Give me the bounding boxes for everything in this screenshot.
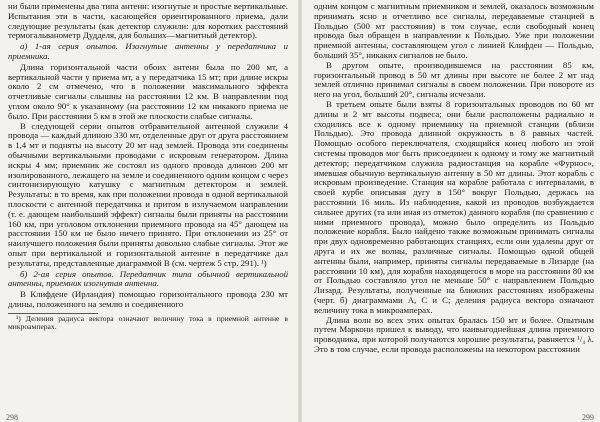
section-heading: а) 1-ая серия опытов. Изогнутые антенны у передатчика и приемника.: [8, 41, 288, 61]
body-paragraph: ни были применены два типа антенн: изогнутые и простые вертикальные. Испытания эти в части, касающейся ориентированного приема, дали следующие результаты (как детектор служили: для коротких расстояний термогальванометр Дудделя, для больших—магнитный детектор).: [8, 1, 288, 41]
body-paragraph: В следующей серии опытов отбравительной антенной служили 4 провода — каждый длиною 330 мт, отделенные друг от друга расстоянием в 1,4 мт и подняты на высоту 20 мт над землей. Провода эти соединены обычными вертикальными проводами с искровым генератором. Длина искры 4 мм; приемник же состоял из одного провода длиною 200 мт изолированного, лежащего на земле и соединенного одним концом с через синтонизирующую катушку с магнитным детектором и землей. Результаты: в то время, как при положении провода в одной вертикальной плоскости с антенной передатчика и притом в излучаемом направлении (т. е. дающем наибольший эффект) сигналы были приняты на расстоянии 160 км, при уголовом отклонении приемного провода на 45° дающем на расстоянии 150 км не было ничего принято. При отклонении из 25° от наилучшего положения были приняты довольно слабые сигналы. Этот же опыт при вертикальной и горизонтальной антенне в передатчике дал результаты, представленные диаграммой В (см. чертеж 5 стр. 291). ¹): [8, 120, 289, 268]
right-page-number: 299: [582, 413, 594, 422]
body-paragraph: В Клифдене (Ирландия) помощью горизонтального провода 230 мт длины, положенного на землю и соединенного: [8, 289, 288, 309]
body-paragraph: В другом опыте, производившемся на расстоянии 85 км, горизонтальный провод в 50 мт длины при высоте не более 2 мт над землей отлично принимал сигналы в своем положении. При повороте из него на угол, больший 20°, сигналы исчезали.: [314, 59, 594, 100]
body-paragraph: Длина волн во всех этих опытах бралась 150 мт и более. Опытным путем Маркони пришел к выводу, что наивыгоднейшая длина приемного проводника, при которой получаются хорошие результаты, равняется ¹/₄ λ. Это в том случае, если провода расположены на некотором расстоянии: [314, 314, 594, 354]
body-paragraph: В третьем опыте были взяты 8 горизонтальных проводов по 60 мт длины и 2 мт высоты подвеса; они были расположены радиально и сходились все к одному приемнику на приемной станции (вблизи Польдью). Это провода длинной окружность в 8 равных частей. Помощью особого переключателя, сходящийся конец любого из этой системы проводов мог быть присоединен к одному и тому же магнитный детектор; передатчиком служила радиостанция на корабле «Фурнос», имевшая обычную вертикальную антенну в 50 мт длины. Этот корабль с искровым произведение. Станция на корабле работала с интервалами, в своей курбе описывая дугу в 150° вокруг Польдью, держась на расстоянии 16 миль. Из наблюдения, какой из проводов возбуждается сильнее других (та или иная из отметок) данного корабля (по сравнению с ними приемного провода), можно было определить из Польдью положение корабля. Было найдено также возможным принимать сигналы при двух одновременно работающих станциях, если они удалены друг от друга и их же волны, различные сигналы. Помощью одной общей антенны были, например, приняты сигналы передаваемые в Лизарде (на расстоянии 10 км), для корабля находящегося в море на расстоянии 80 км от Польдью составляло угол не меньше 50° с направлением Польдью Лизард. Результаты, полученные на ближних расстояниях изображены (черт. б) диаграммами А, С и С; деления радиуса вектора означают величину тока в микроамперах.: [314, 98, 594, 315]
body-paragraph: одним концом с магнитным приемником и землей, оказалось возможным принимать ясно и отчетливо все сигналы, передаваемые станцией в Польдью (500 мт расстояния) в том случае, если свободный конец провода был обращен в направлении к Польдью. Уже при положении приемной антенны, составляющем угол с линией Клифден — Польдью, больший 35°, никаких сигналов не было.: [314, 1, 594, 60]
right-page: [306, 0, 600, 422]
right-column: [314, 2, 594, 355]
body-paragraph: Длина горизонтальной части обоих антенн была по 200 мт, а вертикальной части у приема мт, а у передатчика 15 мт; при длине искры около 2 см отмечено, что в положении максимального эффекта отчетливые сигналы слышны на расстоянии 12 км. В направлении под углом около 90° к указанному (на расстоянии 12 км никакого приема не было. При расстоянии 5 км в этой же плоскости слабые сигналы.: [8, 61, 288, 121]
section-heading: б) 2-ая серия опытов. Передатчик типа обычной вертикальной антенны, приемник изогнутая антенна.: [8, 268, 288, 289]
left-page-number: 298: [6, 413, 18, 422]
left-column: [8, 2, 288, 332]
footnote: ¹) Деления радиуса вектора означают величину тока в приемной антенне в микроамперах.: [8, 313, 288, 332]
book-gutter: [298, 0, 302, 422]
left-page: [0, 0, 294, 422]
